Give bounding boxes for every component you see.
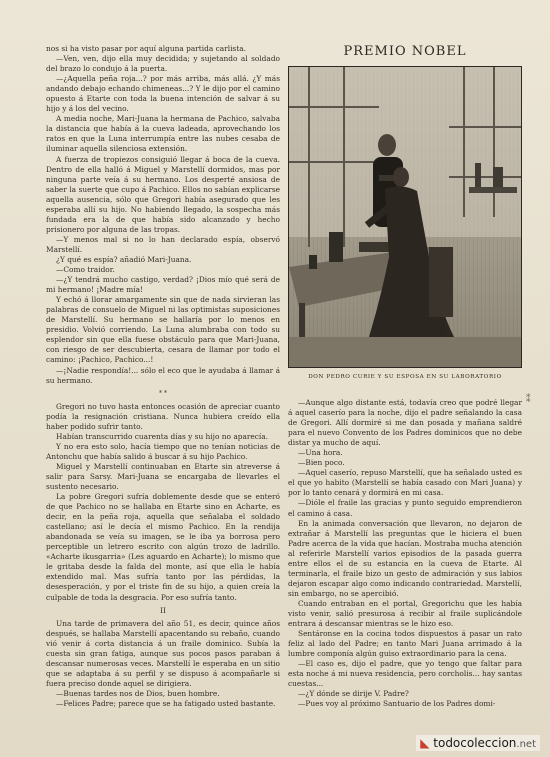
paragraph: La pobre Gregori sufría doblemente desde que se enteró de que Pachico no se hallaba en Etarte sino en Acharte, es decir, en la peña roja, aquella que señalaba el soldado castellano; así le decía el mismo Pachico. En la rendija abandonada se veía su imagen, se le iba ya borrosa pero perceptible un letrero escrito con algún trozo de ladrillo. «Acharte ikusgarria» (Les aguardo en Acharte); lo mismo que le gritaba desde la falda del monte, así que ella le había extendido mal. Mas sufría tanto por las pérdidas, la desesperación, y por el triste fin de su hijo, a quien creía la culpable de toda la desgracia. Por eso sufría tanto. [46, 492, 280, 602]
paragraph: —Una hora. [298, 448, 343, 458]
paragraph: —Buenas tardes nos de Dios, buen hombre. [56, 688, 220, 698]
fold-mark-icon: ⁑ [526, 395, 531, 405]
paragraph: —Aunque algo distante está, todavía creo que podré llegar á aquel caserío para la noche, dijo el padre señalando la casa de Gregori. Allí dormiré si me dan posada y mañana saldré para el nuevo Convento de los Padres dominicos que no debe distar ya mucho de aquí. [288, 398, 522, 448]
left-column [46, 44, 280, 709]
figure-title: PREMIO NOBEL [343, 44, 467, 59]
paragraph: nos si ha visto pasar por aquí alguna partida carlista. [46, 44, 246, 53]
paragraph: —Bien poco. [298, 458, 345, 468]
paragraph: Habían transcurrido cuarenta días y su hijo no aparecía. [56, 431, 269, 441]
paragraph: —¿Aquella peña roja...? por más arriba, más allá. ¿Y más andando debajo echando chimeneas...? Y le dijo por el camino opuesto á Etarte con toda la buena intención de salvar á su hijo y á los del vecino. [46, 74, 280, 114]
paragraph: Cuando entraban en el portal, Gregorichu que les había visto venir, salió presurosa á recibir al fraile suplicándole entrara á descansar mientras se le hizo eso. [288, 598, 522, 629]
paragraph: —Ven, ven, dijo ella muy decidida; y sujetando al soldado del brazo lo condujo á la puerta. [46, 54, 280, 74]
paragraph: —Pues voy al próximo Santuario de los Padres domi- [298, 699, 496, 709]
paragraph: A media noche, Mari-Juana la hermana de Pachico, salvaba la distancia que había á la cueva ladeada, aprovechando los ratos en que la Luna interrumpía entre las nubes cesaba de iluminar aquella silenciosa extensión. [46, 114, 280, 154]
watermark-domain: .net [516, 739, 536, 750]
watermark-name: todocoleccion [433, 736, 517, 750]
watermark [416, 735, 540, 751]
paragraph: Y echó á llorar amargamente sin que de nada sirvieran las palabras de consuelo de Miguel ni las optimistas suposiciones de Marstellí. Su hermano se hallaría por lo menos en presidio. Volvió corriendo. La Luna alumbraba con todo su esplendor sin que ella fuese obstáculo para que Mari-Juana, con riesgo de ser descubierta, cesara de llamar por todo el camino: ¡Pachico, Pachico...! [46, 295, 280, 365]
paragraph: A fuerza de tropiezos consiguió llegar á boca de la cueva. Dentro de ella halló á Miguel y Marstellí dormidos, mas por ninguna parte veía á su hermano. Los desperté ansiosa de saber la suerte que cupo á Pachico. Ellos no sabían explicarse aquella ausencia, sólo que Gregori había asegurado que les esperaba allí su hijo. No habiendo llegado, la sospecha más fundada era la de que había sido alcanzado y hecho prisionero por alguna de las tropas. [46, 154, 280, 234]
paragraph: Una tarde de primavera del año 51, es decir, quince años después, se hallaba Marstellí apacentando su rebaño, cuando vió venir á corta distancia á un fraile dominico. Subía la cuesta sin gran fatiga, aunque sus pocos pasos paraban á descansar numerosas veces. Marstellí le esperaba en un sitio que se adaptaba á su perfil y se dispuso á acompañarle si fuera preciso donde aquel se dirigiera. [46, 618, 280, 688]
paragraph: Y no era esto solo, hacía tiempo que no tenían noticias de Antonchu que había salido á buscar á su hijo Pachico. [46, 441, 280, 461]
section-heading: II [160, 605, 166, 615]
paragraph: Sentáronse en la cocina todos dispuestos á pasar un rato feliz al lado del Padre; en tanto Mari Juana arrimado á la lumbre componía algún guiso extraordinario para la cena. [288, 629, 522, 659]
figure-caption: DON PEDRO CURIE Y SU ESPOSA EN SU LABORATORIO [308, 374, 502, 380]
right-column [288, 398, 522, 709]
left-column-part-2 [46, 402, 280, 603]
paragraph: —Como traidor. [56, 265, 115, 275]
left-column-part-3 [46, 619, 280, 709]
paragraph: ¿Y qué es espía? añadió Mari-Juana. [56, 254, 192, 264]
paragraph: —Aquel caserío, repuso Marstellí, que ha señalado usted es el que yo habito (Marstellí se había casado con Mari Juana) y por lo tanto cenará y dormirá en mi casa. [288, 468, 522, 498]
left-column-part-1 [46, 44, 280, 386]
paragraph: —¿Y tendrá mucho castigo, verdad? ¡Dios mío qué será de mi hermano! ¡Madre mía! [46, 275, 280, 295]
paragraph: —Dióle el fraile las gracias y punto seguido emprendieron el camino á casa. [288, 498, 522, 518]
watermark-logo-icon: ◣ [420, 736, 430, 750]
section-ornament: * * [159, 389, 167, 397]
paragraph: —Y menos mal si no lo han declarado espía, observó Marstellí. [46, 234, 280, 254]
paragraph: —Felices Padre; parece que se ha fatigado usted bastante. [56, 699, 276, 708]
paragraph: —El caso es, dijo el padre, que yo tengo que faltar para esta noche á mi nueva residencia, pero corcholis... hay santas cuestas... [288, 659, 522, 689]
paragraph: Gregori no tuvo hasta entonces ocasión de apreciar cuanto podía la resignación cristiana. Nunca hubiera creído ella haber podido sufrir tanto. [46, 401, 280, 431]
laboratory-photograph [288, 66, 522, 368]
paragraph: En la animada conversación que llevaron, no dejaron de extrañar á Marstellí las preguntas que le hiciera el buen Padre acerca de la vida que hacían. Mostraba mucha atención al referirle Marstellí varios episodios de la pasada guerra entre ellos el de su estancia en la cueva de Etarte. Al terminarla, el fraile bizo un gesto de admiración y sus labios dejaron escapar algo como indicando contrariedad. Marstellí, sin embargo, no se apercibió. [288, 518, 522, 598]
paragraph: —¿Y dónde se dirije V. Padre? [298, 689, 409, 699]
photograph-illustration [289, 67, 521, 367]
paragraph: Miguel y Marstellí continuaban en Etarte sin atreverse á salir para Sarsy. Mari-Juana se encargaba de llevarles el sustento necesario. [46, 461, 280, 492]
paragraph: —¡Nadie respondía!... sólo el eco que le ayudaba á llamar á su hermano. [46, 365, 280, 385]
